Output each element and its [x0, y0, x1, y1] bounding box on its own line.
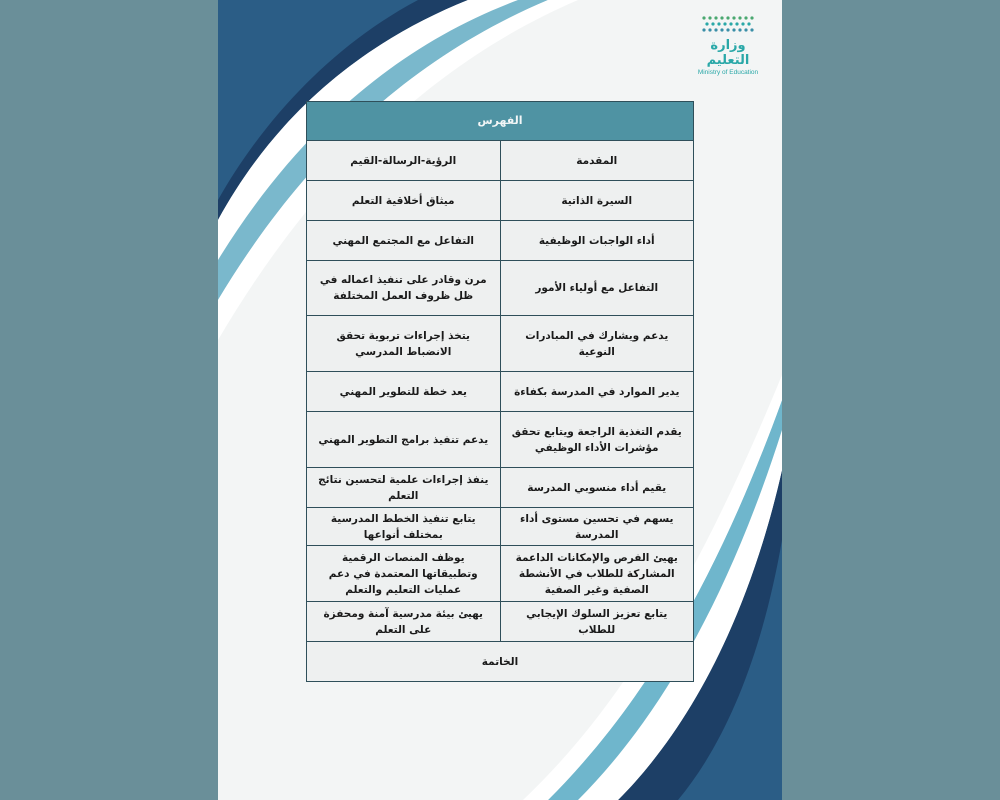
table-row	[307, 508, 694, 546]
toc-entry[interactable]: السيرة الذاتية	[500, 181, 694, 221]
table-row	[307, 316, 694, 372]
toc-entry[interactable]: يدير الموارد في المدرسة بكفاءة	[500, 372, 694, 412]
toc-entry[interactable]: التفاعل مع المجتمع المهني	[307, 221, 501, 261]
toc-entry[interactable]: يعد خطة للتطوير المهني	[307, 372, 501, 412]
table-row	[307, 181, 694, 221]
toc-entry[interactable]: يتابع تنفيذ الخطط المدرسية بمختلف أنواعها	[307, 508, 501, 546]
document-page	[218, 0, 782, 800]
toc-footer-entry[interactable]: الخاتمة	[307, 642, 694, 682]
toc-entry[interactable]: يقدم التغذية الراجعة ويتابع تحقق مؤشرات الأداء الوظيفي	[500, 412, 694, 468]
ministry-name-arabic: وزارة التعليم	[706, 38, 750, 68]
toc-entry[interactable]: يدعم ويشارك في المبادرات النوعية	[500, 316, 694, 372]
toc-entry[interactable]: يهيئ بيئة مدرسية آمنة ومحفزة على التعلم	[307, 602, 501, 642]
table-row	[307, 412, 694, 468]
toc-entry[interactable]: المقدمة	[500, 141, 694, 181]
table-row	[307, 372, 694, 412]
ministry-name-english: Ministry of Education	[697, 69, 759, 76]
ministry-logo-dots-icon	[700, 14, 756, 36]
toc-entry[interactable]: يهيئ الفرص والإمكانات الداعمة المشاركة للطلاب في الأنشطة الصفية وغير الصفية	[500, 546, 694, 602]
table-row	[307, 468, 694, 508]
table-row	[307, 602, 694, 642]
toc-entry[interactable]: يسهم في تحسين مستوى أداء المدرسة	[500, 508, 694, 546]
toc-entry[interactable]: ميثاق أخلاقية التعلم	[307, 181, 501, 221]
table-of-contents	[306, 101, 694, 682]
toc-entry[interactable]: يتابع تعزيز السلوك الإيجابي للطلاب	[500, 602, 694, 642]
table-row	[307, 546, 694, 602]
toc-title: الفهرس	[307, 102, 694, 141]
toc-entry[interactable]: مرن وقادر على تنفيذ اعماله في ظل ظروف العمل المختلفة	[307, 261, 501, 316]
toc-entry[interactable]: يقيم أداء منسوبي المدرسة	[500, 468, 694, 508]
table-row	[307, 261, 694, 316]
table-row	[307, 221, 694, 261]
toc-entry[interactable]: ينفذ إجراءات علمية لتحسين نتائج التعلم	[307, 468, 501, 508]
table-row	[307, 642, 694, 682]
toc-entry[interactable]: الرؤية-الرسالة-القيم	[307, 141, 501, 181]
toc-entry[interactable]: يتخذ إجراءات تربوية تحقق الانضباط المدرسي	[307, 316, 501, 372]
ministry-logo	[688, 14, 768, 76]
toc-entry[interactable]: التفاعل مع أولياء الأمور	[500, 261, 694, 316]
toc-entry[interactable]: يوظف المنصات الرقمية وتطبيقاتها المعتمدة في دعم عمليات التعليم والتعلم	[307, 546, 501, 602]
toc-entry[interactable]: أداء الواجبات الوظيفية	[500, 221, 694, 261]
toc-entry[interactable]: يدعم تنفيذ برامج التطوير المهني	[307, 412, 501, 468]
table-row	[307, 141, 694, 181]
